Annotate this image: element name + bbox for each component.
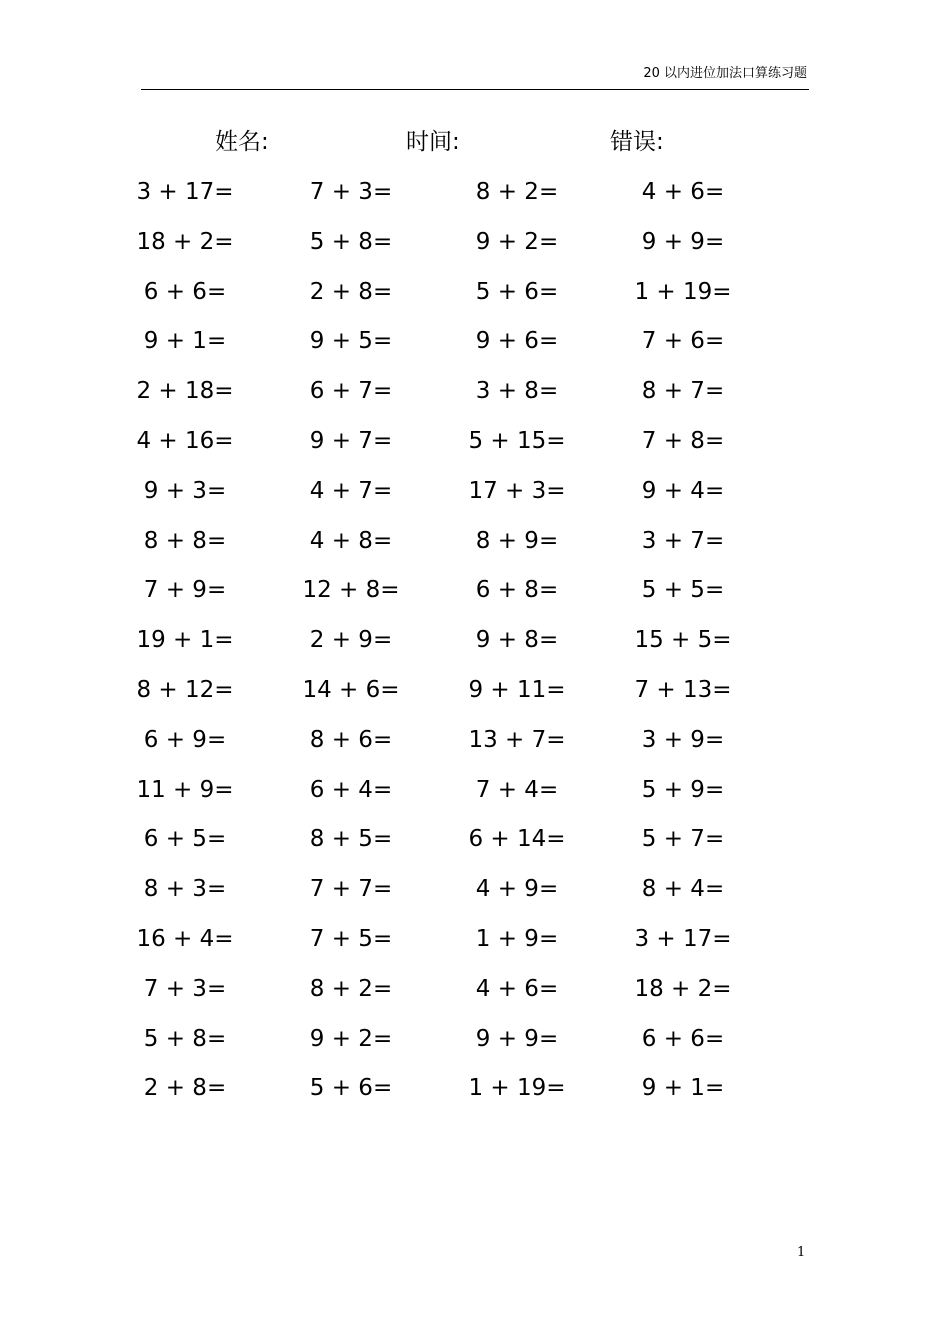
addition-problem: 2 + 18= bbox=[136, 378, 234, 405]
addition-problem: 8 + 8= bbox=[143, 527, 227, 554]
addition-problem: 1 + 19= bbox=[468, 1075, 566, 1102]
problem-row bbox=[0, 869, 950, 919]
addition-problem: 4 + 9= bbox=[475, 876, 559, 903]
problem-row bbox=[0, 1068, 950, 1118]
addition-problem: 6 + 5= bbox=[143, 826, 227, 853]
addition-problem: 9 + 2= bbox=[309, 1025, 393, 1052]
problem-row bbox=[0, 819, 950, 869]
addition-problem: 2 + 8= bbox=[309, 278, 393, 305]
page-number: 1 bbox=[797, 1245, 806, 1260]
addition-problem: 6 + 7= bbox=[309, 378, 393, 405]
addition-problem: 8 + 7= bbox=[641, 378, 725, 405]
addition-problem: 7 + 7= bbox=[309, 876, 393, 903]
addition-problem: 8 + 12= bbox=[136, 676, 234, 703]
addition-problem: 8 + 3= bbox=[143, 876, 227, 903]
addition-problem: 6 + 9= bbox=[143, 726, 227, 753]
problem-row bbox=[0, 1019, 950, 1069]
addition-problem: 11 + 9= bbox=[136, 776, 234, 803]
problem-row bbox=[0, 919, 950, 969]
addition-problem: 7 + 13= bbox=[634, 676, 732, 703]
addition-problem: 9 + 1= bbox=[143, 328, 227, 355]
problem-row bbox=[0, 570, 950, 620]
addition-problem: 9 + 8= bbox=[475, 627, 559, 654]
addition-problem: 9 + 3= bbox=[143, 477, 227, 504]
student-info-fields bbox=[0, 124, 950, 160]
addition-problem: 4 + 8= bbox=[309, 527, 393, 554]
addition-problem: 6 + 8= bbox=[475, 577, 559, 604]
addition-problem: 9 + 5= bbox=[309, 328, 393, 355]
addition-problem: 6 + 6= bbox=[143, 278, 227, 305]
addition-problem: 14 + 6= bbox=[302, 676, 400, 703]
problem-row bbox=[0, 471, 950, 521]
addition-problem: 9 + 1= bbox=[641, 1075, 725, 1102]
addition-problem: 8 + 5= bbox=[309, 826, 393, 853]
addition-problem: 5 + 15= bbox=[468, 427, 566, 454]
addition-problem: 5 + 8= bbox=[309, 228, 393, 255]
addition-problem: 7 + 8= bbox=[641, 427, 725, 454]
problem-row bbox=[0, 172, 950, 222]
problem-row bbox=[0, 969, 950, 1019]
addition-problem: 8 + 2= bbox=[475, 179, 559, 205]
addition-problem: 15 + 5= bbox=[634, 627, 732, 654]
addition-problem: 9 + 2= bbox=[475, 228, 559, 255]
addition-problem: 4 + 7= bbox=[309, 477, 393, 504]
problem-row bbox=[0, 770, 950, 820]
name-field-label: 姓名: bbox=[215, 129, 269, 155]
addition-problem: 5 + 5= bbox=[641, 577, 725, 604]
addition-problem: 8 + 2= bbox=[309, 975, 393, 1002]
addition-problem: 3 + 7= bbox=[641, 527, 725, 554]
addition-problem: 7 + 3= bbox=[143, 975, 227, 1002]
addition-problem: 16 + 4= bbox=[136, 925, 234, 952]
addition-problem: 1 + 9= bbox=[475, 925, 559, 952]
addition-problem: 2 + 8= bbox=[143, 1075, 227, 1102]
problem-grid bbox=[0, 172, 950, 1118]
addition-problem: 5 + 9= bbox=[641, 776, 725, 803]
problem-row bbox=[0, 521, 950, 571]
addition-problem: 1 + 19= bbox=[634, 278, 732, 305]
addition-problem: 9 + 9= bbox=[641, 228, 725, 255]
problem-row bbox=[0, 720, 950, 770]
addition-problem: 3 + 17= bbox=[634, 925, 732, 952]
addition-problem: 3 + 17= bbox=[136, 179, 234, 205]
addition-problem: 3 + 9= bbox=[641, 726, 725, 753]
addition-problem: 4 + 16= bbox=[136, 427, 234, 454]
addition-problem: 9 + 6= bbox=[475, 328, 559, 355]
addition-problem: 9 + 4= bbox=[641, 477, 725, 504]
addition-problem: 13 + 7= bbox=[468, 726, 566, 753]
addition-problem: 4 + 6= bbox=[475, 975, 559, 1002]
problem-row bbox=[0, 421, 950, 471]
addition-problem: 2 + 9= bbox=[309, 627, 393, 654]
addition-problem: 5 + 7= bbox=[641, 826, 725, 853]
problem-row bbox=[0, 620, 950, 670]
addition-problem: 8 + 4= bbox=[641, 876, 725, 903]
addition-problem: 5 + 6= bbox=[309, 1075, 393, 1102]
addition-problem: 8 + 9= bbox=[475, 527, 559, 554]
addition-problem: 7 + 5= bbox=[309, 925, 393, 952]
addition-problem: 6 + 6= bbox=[641, 1025, 725, 1052]
header-divider bbox=[141, 89, 809, 90]
addition-problem: 6 + 4= bbox=[309, 776, 393, 803]
problem-row bbox=[0, 222, 950, 272]
addition-problem: 18 + 2= bbox=[136, 228, 234, 255]
problem-row bbox=[0, 321, 950, 371]
addition-problem: 9 + 11= bbox=[468, 676, 566, 703]
header-title: 20 以内进位加法口算练习题 bbox=[643, 66, 807, 81]
addition-problem: 5 + 6= bbox=[475, 278, 559, 305]
addition-problem: 12 + 8= bbox=[302, 577, 400, 604]
problem-row bbox=[0, 670, 950, 720]
addition-problem: 7 + 3= bbox=[309, 179, 393, 205]
addition-problem: 6 + 14= bbox=[468, 826, 566, 853]
errors-field-label: 错误: bbox=[610, 129, 664, 155]
problem-row bbox=[0, 371, 950, 421]
addition-problem: 4 + 6= bbox=[641, 179, 725, 205]
addition-problem: 8 + 6= bbox=[309, 726, 393, 753]
addition-problem: 18 + 2= bbox=[634, 975, 732, 1002]
addition-problem: 3 + 8= bbox=[475, 378, 559, 405]
addition-problem: 7 + 9= bbox=[143, 577, 227, 604]
addition-problem: 7 + 4= bbox=[475, 776, 559, 803]
time-field-label: 时间: bbox=[406, 129, 460, 155]
addition-problem: 7 + 6= bbox=[641, 328, 725, 355]
problem-row bbox=[0, 272, 950, 322]
addition-problem: 9 + 9= bbox=[475, 1025, 559, 1052]
addition-problem: 5 + 8= bbox=[143, 1025, 227, 1052]
addition-problem: 9 + 7= bbox=[309, 427, 393, 454]
addition-problem: 17 + 3= bbox=[468, 477, 566, 504]
addition-problem: 19 + 1= bbox=[136, 627, 234, 654]
